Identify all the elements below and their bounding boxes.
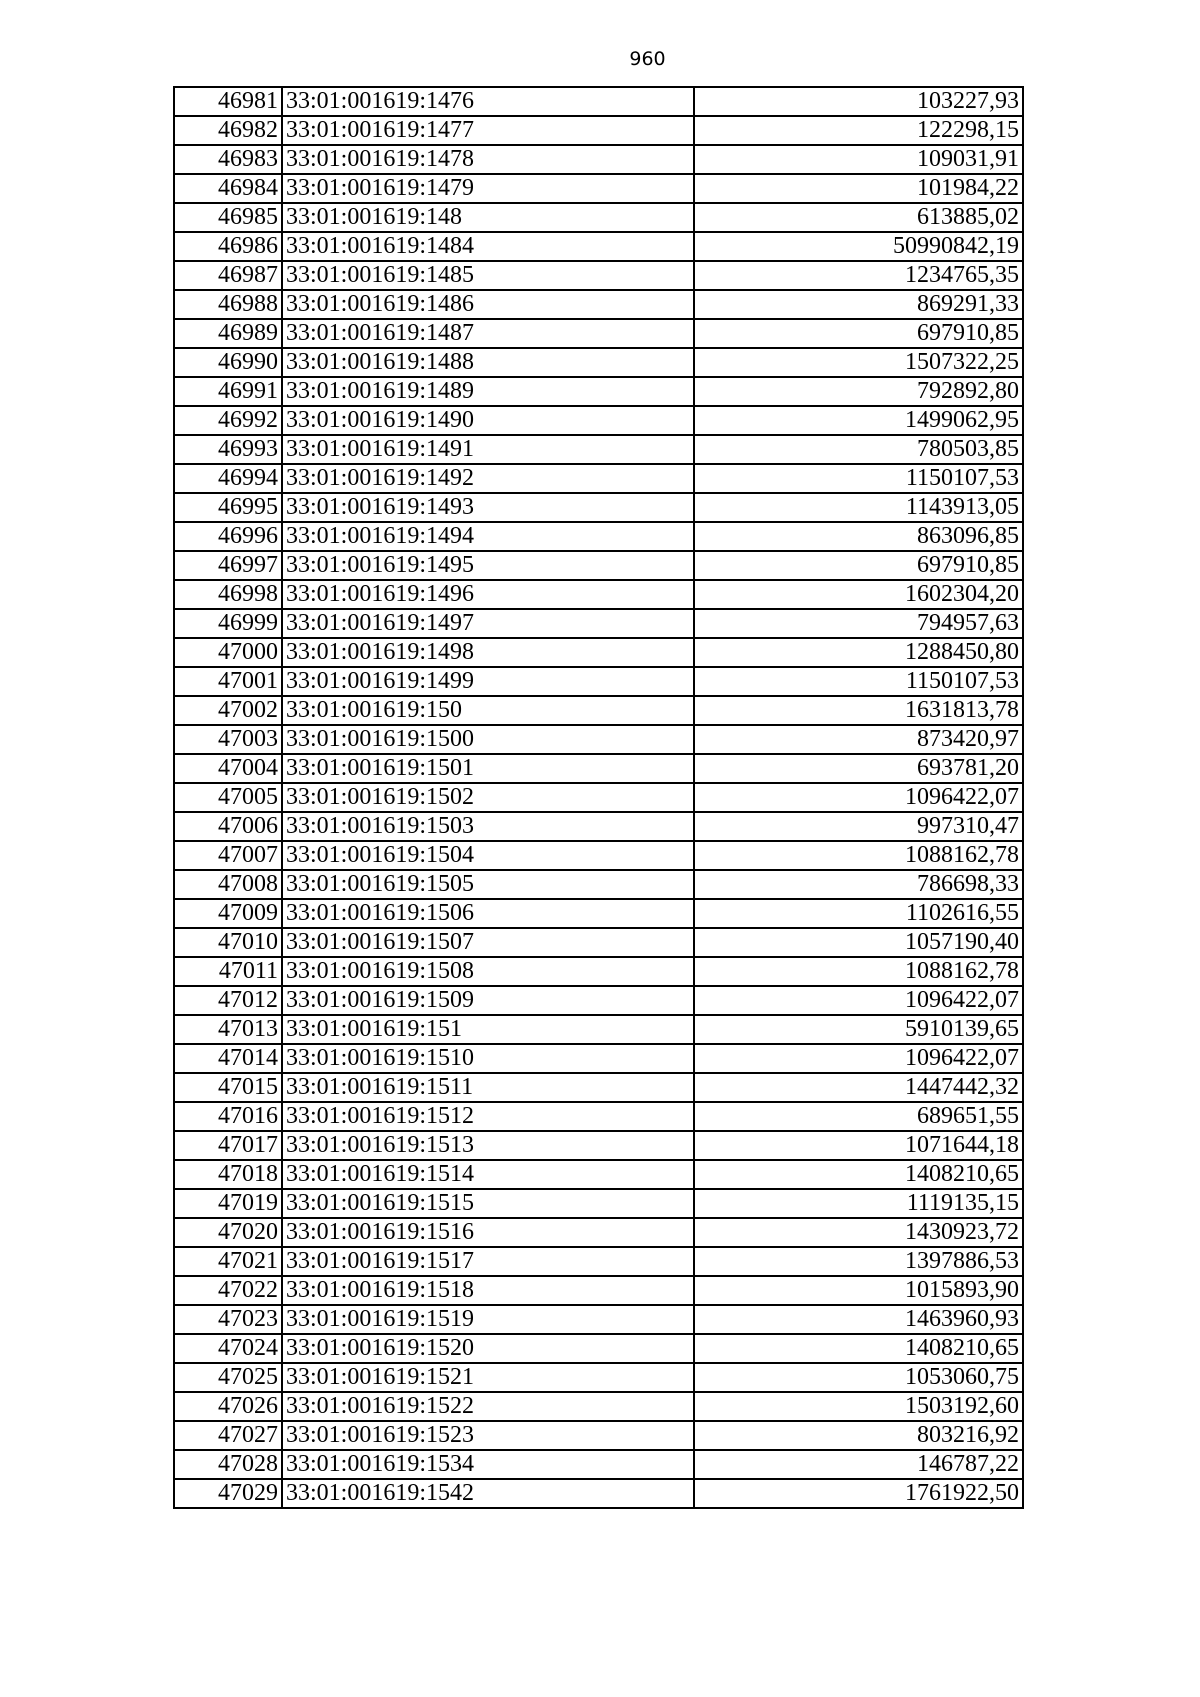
table-row	[174, 1189, 1023, 1218]
cadastral-value-cell: 1150107,53	[694, 464, 1023, 493]
table-row	[174, 1247, 1023, 1276]
cadastral-value-cell: 693781,20	[694, 754, 1023, 783]
table-row	[174, 957, 1023, 986]
table-row	[174, 203, 1023, 232]
cadastral-value-cell: 1088162,78	[694, 957, 1023, 986]
cadastral-value-cell: 1463960,93	[694, 1305, 1023, 1334]
cadastral-number-cell: 33:01:001619:1522	[282, 1392, 694, 1421]
cadastral-number-cell: 33:01:001619:1490	[282, 406, 694, 435]
table-row	[174, 145, 1023, 174]
table-row	[174, 435, 1023, 464]
table-row	[174, 1276, 1023, 1305]
cadastral-number-cell: 33:01:001619:1508	[282, 957, 694, 986]
table-row	[174, 174, 1023, 203]
cadastral-value-cell: 109031,91	[694, 145, 1023, 174]
cadastral-value-cell: 997310,47	[694, 812, 1023, 841]
cadastral-number-cell: 33:01:001619:1495	[282, 551, 694, 580]
cadastral-value-cell: 689651,55	[694, 1102, 1023, 1131]
cadastral-number-cell: 33:01:001619:1520	[282, 1334, 694, 1363]
cadastral-number-cell: 33:01:001619:1502	[282, 783, 694, 812]
row-number-cell: 46992	[174, 406, 282, 435]
table-row	[174, 638, 1023, 667]
table-row	[174, 986, 1023, 1015]
cadastral-value-cell: 1096422,07	[694, 783, 1023, 812]
cadastral-number-cell: 33:01:001619:1479	[282, 174, 694, 203]
row-number-cell: 46999	[174, 609, 282, 638]
cadastral-number-cell: 33:01:001619:1498	[282, 638, 694, 667]
cadastral-value-cell: 1234765,35	[694, 261, 1023, 290]
table-row	[174, 1392, 1023, 1421]
cadastral-number-cell: 33:01:001619:1486	[282, 290, 694, 319]
table-row	[174, 812, 1023, 841]
row-number-cell: 47005	[174, 783, 282, 812]
cadastral-value-cell: 1015893,90	[694, 1276, 1023, 1305]
cadastral-number-cell: 33:01:001619:1542	[282, 1479, 694, 1508]
cadastral-number-cell: 33:01:001619:1477	[282, 116, 694, 145]
row-number-cell: 46984	[174, 174, 282, 203]
cadastral-value-cell: 873420,97	[694, 725, 1023, 754]
cadastral-number-cell: 33:01:001619:1510	[282, 1044, 694, 1073]
cadastral-value-cell: 863096,85	[694, 522, 1023, 551]
cadastral-number-cell: 33:01:001619:1488	[282, 348, 694, 377]
cadastral-value-cell: 1447442,32	[694, 1073, 1023, 1102]
page-number: 960	[629, 48, 666, 70]
cadastral-number-cell: 33:01:001619:150	[282, 696, 694, 725]
table-row	[174, 261, 1023, 290]
table-row	[174, 1073, 1023, 1102]
row-number-cell: 46991	[174, 377, 282, 406]
cadastral-value-cell: 869291,33	[694, 290, 1023, 319]
cadastral-value-table	[173, 86, 1024, 1509]
row-number-cell: 47008	[174, 870, 282, 899]
table-row	[174, 1131, 1023, 1160]
cadastral-number-cell: 33:01:001619:1509	[282, 986, 694, 1015]
table-row	[174, 116, 1023, 145]
table-body	[174, 87, 1023, 1508]
row-number-cell: 47027	[174, 1421, 282, 1450]
table-row	[174, 696, 1023, 725]
table-row	[174, 609, 1023, 638]
table-row	[174, 1102, 1023, 1131]
cadastral-value-cell: 1143913,05	[694, 493, 1023, 522]
cadastral-value-cell: 1507322,25	[694, 348, 1023, 377]
cadastral-value-cell: 122298,15	[694, 116, 1023, 145]
cadastral-value-cell: 780503,85	[694, 435, 1023, 464]
cadastral-value-cell: 1119135,15	[694, 1189, 1023, 1218]
row-number-cell: 47026	[174, 1392, 282, 1421]
table-row	[174, 1479, 1023, 1508]
cadastral-number-cell: 33:01:001619:1505	[282, 870, 694, 899]
cadastral-value-cell: 146787,22	[694, 1450, 1023, 1479]
cadastral-value-cell: 103227,93	[694, 87, 1023, 116]
row-number-cell: 47007	[174, 841, 282, 870]
table-row	[174, 377, 1023, 406]
cadastral-value-cell: 803216,92	[694, 1421, 1023, 1450]
row-number-cell: 46997	[174, 551, 282, 580]
cadastral-value-cell: 697910,85	[694, 551, 1023, 580]
cadastral-number-cell: 33:01:001619:1478	[282, 145, 694, 174]
cadastral-number-cell: 33:01:001619:1512	[282, 1102, 694, 1131]
table-row	[174, 1305, 1023, 1334]
cadastral-value-cell: 1071644,18	[694, 1131, 1023, 1160]
row-number-cell: 47028	[174, 1450, 282, 1479]
table-row	[174, 580, 1023, 609]
cadastral-number-cell: 33:01:001619:1500	[282, 725, 694, 754]
row-number-cell: 47002	[174, 696, 282, 725]
cadastral-number-cell: 33:01:001619:1514	[282, 1160, 694, 1189]
cadastral-number-cell: 33:01:001619:1476	[282, 87, 694, 116]
table-row	[174, 522, 1023, 551]
cadastral-value-cell: 1288450,80	[694, 638, 1023, 667]
table-row	[174, 551, 1023, 580]
cadastral-value-cell: 1408210,65	[694, 1334, 1023, 1363]
row-number-cell: 47025	[174, 1363, 282, 1392]
cadastral-value-cell: 1096422,07	[694, 1044, 1023, 1073]
row-number-cell: 46987	[174, 261, 282, 290]
table-row	[174, 899, 1023, 928]
cadastral-value-cell: 1088162,78	[694, 841, 1023, 870]
cadastral-value-cell: 794957,63	[694, 609, 1023, 638]
row-number-cell: 46982	[174, 116, 282, 145]
table-row	[174, 232, 1023, 261]
cadastral-value-cell: 1499062,95	[694, 406, 1023, 435]
row-number-cell: 47016	[174, 1102, 282, 1131]
table-row	[174, 87, 1023, 116]
table-row	[174, 464, 1023, 493]
cadastral-value-cell: 5910139,65	[694, 1015, 1023, 1044]
cadastral-number-cell: 33:01:001619:1523	[282, 1421, 694, 1450]
cadastral-value-cell: 786698,33	[694, 870, 1023, 899]
table-row	[174, 928, 1023, 957]
row-number-cell: 47024	[174, 1334, 282, 1363]
table-row	[174, 1334, 1023, 1363]
cadastral-number-cell: 33:01:001619:1521	[282, 1363, 694, 1392]
table-row	[174, 754, 1023, 783]
cadastral-number-cell: 33:01:001619:1507	[282, 928, 694, 957]
cadastral-number-cell: 33:01:001619:1516	[282, 1218, 694, 1247]
cadastral-number-cell: 33:01:001619:151	[282, 1015, 694, 1044]
cadastral-number-cell: 33:01:001619:1518	[282, 1276, 694, 1305]
table-row	[174, 319, 1023, 348]
cadastral-value-cell: 1602304,20	[694, 580, 1023, 609]
table-row	[174, 870, 1023, 899]
cadastral-value-cell: 1430923,72	[694, 1218, 1023, 1247]
table-row	[174, 1363, 1023, 1392]
table-row	[174, 725, 1023, 754]
cadastral-value-cell: 1631813,78	[694, 696, 1023, 725]
cadastral-number-cell: 33:01:001619:1489	[282, 377, 694, 406]
cadastral-value-cell: 613885,02	[694, 203, 1023, 232]
row-number-cell: 47018	[174, 1160, 282, 1189]
cadastral-value-cell: 697910,85	[694, 319, 1023, 348]
cadastral-value-cell: 1102616,55	[694, 899, 1023, 928]
row-number-cell: 47021	[174, 1247, 282, 1276]
cadastral-value-cell: 1397886,53	[694, 1247, 1023, 1276]
row-number-cell: 47019	[174, 1189, 282, 1218]
row-number-cell: 47023	[174, 1305, 282, 1334]
row-number-cell: 46990	[174, 348, 282, 377]
cadastral-value-cell: 101984,22	[694, 174, 1023, 203]
cadastral-value-cell: 1150107,53	[694, 667, 1023, 696]
row-number-cell: 47029	[174, 1479, 282, 1508]
table-row	[174, 406, 1023, 435]
row-number-cell: 47009	[174, 899, 282, 928]
row-number-cell: 46985	[174, 203, 282, 232]
cadastral-number-cell: 33:01:001619:1496	[282, 580, 694, 609]
cadastral-number-cell: 33:01:001619:148	[282, 203, 694, 232]
cadastral-number-cell: 33:01:001619:1487	[282, 319, 694, 348]
cadastral-number-cell: 33:01:001619:1501	[282, 754, 694, 783]
cadastral-number-cell: 33:01:001619:1517	[282, 1247, 694, 1276]
cadastral-value-cell: 1761922,50	[694, 1479, 1023, 1508]
cadastral-value-cell: 1096422,07	[694, 986, 1023, 1015]
row-number-cell: 46986	[174, 232, 282, 261]
cadastral-value-cell: 1503192,60	[694, 1392, 1023, 1421]
table-row	[174, 1450, 1023, 1479]
row-number-cell: 47022	[174, 1276, 282, 1305]
row-number-cell: 47017	[174, 1131, 282, 1160]
cadastral-number-cell: 33:01:001619:1485	[282, 261, 694, 290]
table-row	[174, 348, 1023, 377]
row-number-cell: 47014	[174, 1044, 282, 1073]
row-number-cell: 47013	[174, 1015, 282, 1044]
cadastral-number-cell: 33:01:001619:1515	[282, 1189, 694, 1218]
row-number-cell: 46998	[174, 580, 282, 609]
cadastral-number-cell: 33:01:001619:1519	[282, 1305, 694, 1334]
cadastral-value-cell: 1057190,40	[694, 928, 1023, 957]
cadastral-value-cell: 1408210,65	[694, 1160, 1023, 1189]
row-number-cell: 47011	[174, 957, 282, 986]
cadastral-number-cell: 33:01:001619:1484	[282, 232, 694, 261]
cadastral-number-cell: 33:01:001619:1492	[282, 464, 694, 493]
cadastral-number-cell: 33:01:001619:1499	[282, 667, 694, 696]
table-row	[174, 783, 1023, 812]
row-number-cell: 47010	[174, 928, 282, 957]
cadastral-number-cell: 33:01:001619:1506	[282, 899, 694, 928]
row-number-cell: 47001	[174, 667, 282, 696]
table-row	[174, 1421, 1023, 1450]
table-row	[174, 1015, 1023, 1044]
row-number-cell: 47003	[174, 725, 282, 754]
cadastral-number-cell: 33:01:001619:1494	[282, 522, 694, 551]
cadastral-number-cell: 33:01:001619:1534	[282, 1450, 694, 1479]
row-number-cell: 46983	[174, 145, 282, 174]
table-row	[174, 1044, 1023, 1073]
row-number-cell: 47015	[174, 1073, 282, 1102]
cadastral-number-cell: 33:01:001619:1513	[282, 1131, 694, 1160]
row-number-cell: 47020	[174, 1218, 282, 1247]
cadastral-number-cell: 33:01:001619:1493	[282, 493, 694, 522]
row-number-cell: 46995	[174, 493, 282, 522]
row-number-cell: 46988	[174, 290, 282, 319]
table-row	[174, 841, 1023, 870]
table-row	[174, 1218, 1023, 1247]
row-number-cell: 46993	[174, 435, 282, 464]
cadastral-number-cell: 33:01:001619:1491	[282, 435, 694, 464]
cadastral-number-cell: 33:01:001619:1511	[282, 1073, 694, 1102]
row-number-cell: 46981	[174, 87, 282, 116]
row-number-cell: 47012	[174, 986, 282, 1015]
row-number-cell: 46994	[174, 464, 282, 493]
row-number-cell: 47000	[174, 638, 282, 667]
table-row	[174, 667, 1023, 696]
row-number-cell: 47006	[174, 812, 282, 841]
table-row	[174, 493, 1023, 522]
cadastral-number-cell: 33:01:001619:1497	[282, 609, 694, 638]
cadastral-value-cell: 1053060,75	[694, 1363, 1023, 1392]
cadastral-number-cell: 33:01:001619:1503	[282, 812, 694, 841]
cadastral-number-cell: 33:01:001619:1504	[282, 841, 694, 870]
table-row	[174, 290, 1023, 319]
row-number-cell: 46989	[174, 319, 282, 348]
table-row	[174, 1160, 1023, 1189]
cadastral-value-cell: 792892,80	[694, 377, 1023, 406]
row-number-cell: 47004	[174, 754, 282, 783]
cadastral-value-cell: 50990842,19	[694, 232, 1023, 261]
row-number-cell: 46996	[174, 522, 282, 551]
